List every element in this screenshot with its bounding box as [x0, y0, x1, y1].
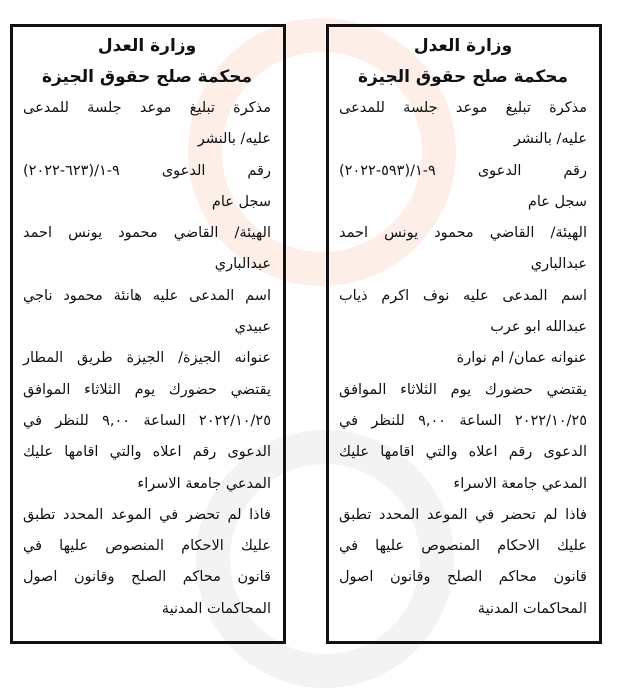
court-title: محكمة صلح حقوق الجيزة	[41, 67, 253, 87]
judge-line: الهيئة/ القاضي محمود يونس احمد	[339, 225, 587, 242]
ministry-title: وزارة العدل	[97, 36, 197, 56]
notice-line: عليه/ بالنشر	[513, 131, 587, 148]
plaintiff-line: المدعي جامعة الاسراء	[453, 475, 587, 492]
notice-line: سجل عام	[527, 193, 587, 210]
notice-line: يقتضي حضورك يوم الثلاثاء الموافق	[23, 381, 271, 398]
notice-line: قانون محاكم الصلح وقانون اصول	[339, 569, 587, 586]
notice-line: الدعوى رقم اعلاه والتي اقامها عليك	[339, 444, 587, 461]
case-number: رقم الدعوى ٩-١/(٦٢٣-٢٠٢٢)	[23, 162, 271, 179]
notice-line: قانون محاكم الصلح وقانون اصول	[23, 569, 271, 586]
case-number: رقم الدعوى ٩-١/(٥٩٣-٢٠٢٢)	[339, 162, 587, 179]
notice-line: فاذا لم تحضر في الموعد المحدد تطبق	[23, 506, 271, 523]
notice-line: عبدالباري	[214, 256, 271, 273]
notice-line: عبدالباري	[530, 256, 587, 273]
ministry-title: وزارة العدل	[413, 36, 513, 56]
defendant-name: اسم المدعى عليه هانئة محمود ناجي	[23, 287, 271, 304]
notice-line: الدعوى رقم اعلاه والتي اقامها عليك	[23, 444, 271, 461]
notice-right	[326, 24, 602, 644]
defendant-address: عنوانه عمان/ ام نوارة	[456, 350, 587, 367]
plaintiff-line: المدعي جامعة الاسراء	[137, 475, 271, 492]
notice-line: المحاكمات المدنية	[161, 600, 271, 617]
defendant-address: عنوانه الجيزة/ الجيزة طريق المطار	[23, 350, 271, 367]
notice-line: عليه/ بالنشر	[197, 131, 271, 148]
notice-line: عبدالله ابو عرب	[490, 319, 587, 336]
notice-line: المحاكمات المدنية	[477, 600, 587, 617]
notice-line: عبيدي	[234, 319, 271, 336]
judge-line: الهيئة/ القاضي محمود يونس احمد	[23, 225, 271, 242]
hearing-date: ٢٠٢٢/١٠/٢٥ الساعة ٩,٠٠ للنظر في	[23, 412, 271, 429]
notice-left	[10, 24, 286, 644]
defendant-name: اسم المدعى عليه نوف اكرم ذياب	[339, 287, 587, 304]
notice-line: عليك الاحكام المنصوص عليها في	[339, 538, 587, 555]
notice-line: مذكرة تبليغ موعد جلسة للمدعى	[23, 100, 271, 116]
notice-line: عليك الاحكام المنصوص عليها في	[23, 538, 271, 555]
hearing-date: ٢٠٢٢/١٠/٢٥ الساعة ٩,٠٠ للنظر في	[339, 412, 587, 429]
notice-line: مذكرة تبليغ موعد جلسة للمدعى	[339, 100, 587, 116]
notice-line: فاذا لم تحضر في الموعد المحدد تطبق	[339, 506, 587, 523]
notice-line: سجل عام	[211, 193, 271, 210]
notice-line: يقتضي حضورك يوم الثلاثاء الموافق	[339, 381, 587, 398]
court-title: محكمة صلح حقوق الجيزة	[357, 67, 569, 87]
